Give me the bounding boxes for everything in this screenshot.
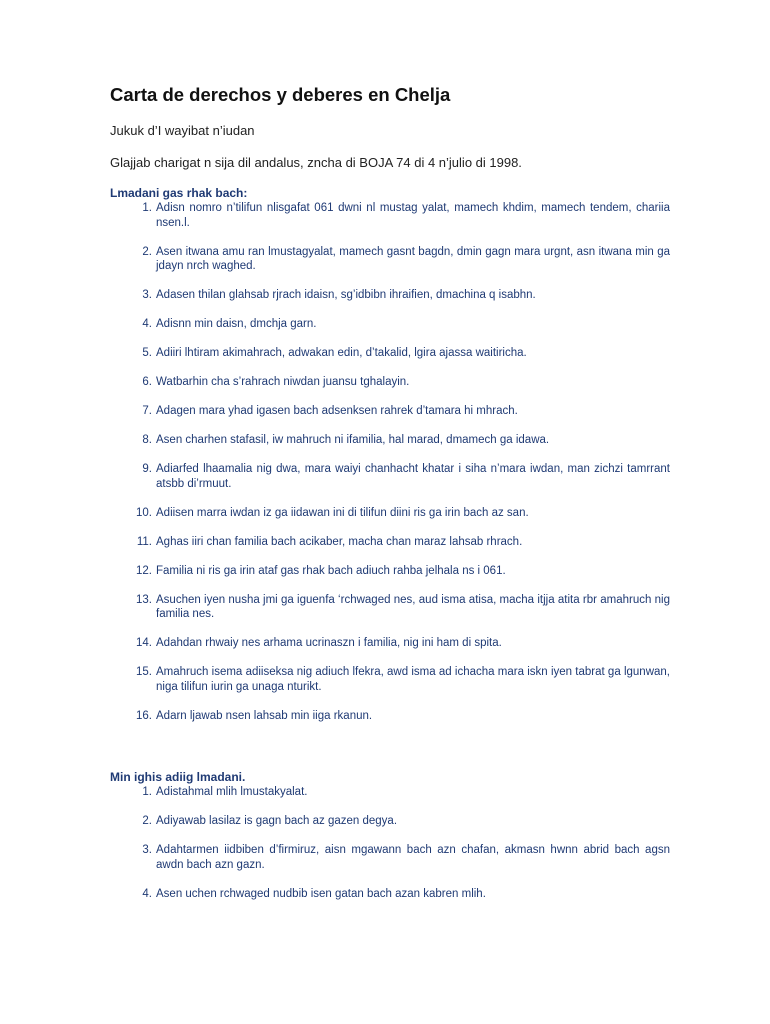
list-item-text: Asuchen iyen nusha jmi ga iguenfa ‘rchwaged nes, aud isma atisa, macha itjja atita rbr amahruch nig familia nes. — [156, 593, 670, 620]
document-subtitle: Jukuk d’I wayibat n’iudan — [110, 123, 255, 138]
duties-list — [110, 785, 670, 901]
list-item-number: 14. — [136, 637, 152, 649]
list-item-number: 10. — [136, 506, 152, 519]
list-item-number: 9. — [142, 463, 152, 475]
list-item-text: Adarn ljawab nsen lahsab min iiga rkanun. — [156, 709, 373, 722]
rights-list-item — [110, 462, 670, 491]
duties-list-item — [110, 843, 670, 872]
rights-list-item — [110, 346, 670, 361]
list-item-number: 3. — [142, 844, 152, 856]
list-item-text: Adiiri lhtiram akimahrach, adwakan edin, d’takalid, lgira ajassa waitiricha. — [156, 347, 527, 359]
rights-list-item — [110, 375, 670, 390]
rights-list-item — [110, 288, 670, 303]
rights-list-item — [110, 245, 670, 274]
list-item-number: 3. — [142, 289, 152, 301]
rights-list — [110, 201, 670, 723]
list-item-text: Familia ni ris ga irin ataf gas rhak bach adiuch rahba jelhala ns i 061. — [156, 564, 506, 577]
list-item-text: Asen charhen stafasil, iw mahruch ni ifamilia, hal marad, dmamech ga idawa. — [156, 434, 550, 446]
rights-list-item — [110, 535, 670, 550]
list-item-number: 16. — [136, 709, 152, 722]
list-item-text: Adisnn min daisn, dmchja garn. — [156, 318, 317, 330]
list-item-text: Asen itwana amu ran lmustagyalat, mamech gasnt bagdn, dmin gagn mara urgnt, asn itwana min ga jdayn nrch waghed. — [156, 245, 670, 272]
document-title: Carta de derechos y deberes en Chelja — [110, 84, 451, 105]
list-item-text: Amahruch isema adiiseksa nig adiuch lfekra, awd isma ad ichacha mara iskn iyen tabrat ga lgunwan, niga tilifun iurin ga unaga nturikt. — [156, 666, 670, 693]
rights-list-item — [110, 317, 670, 332]
rights-list-item — [110, 709, 670, 724]
list-item-number: 15. — [136, 666, 152, 678]
duties-list-item — [110, 814, 670, 829]
list-item-text: Adagen mara yhad igasen bach adsenksen rahrek d’tamara hi mhrach. — [156, 405, 518, 417]
list-item-text: Aghas iiri chan familia bach acikaber, macha chan maraz lahsab rhrach. — [156, 535, 523, 548]
list-item-text: Adiyawab lasilaz is gagn bach az gazen degya. — [156, 815, 398, 827]
list-item-number: 1. — [142, 202, 152, 214]
list-item-text: Adahtarmen iidbiben d’firmiruz, aisn mgawann bach azn chafan, akmasn hwnn abrid bach agsn awdn bach azn gazn. — [156, 844, 670, 871]
duties-heading: Min ighis adiig lmadani. — [110, 770, 246, 784]
list-item-number: 2. — [142, 245, 152, 258]
rights-list-item — [110, 506, 670, 521]
list-item-number: 6. — [142, 376, 152, 388]
rights-list-item — [110, 593, 670, 622]
list-item-text: Adahdan rhwaiy nes arhama ucrinaszn i familia, nig ini ham di spita. — [156, 637, 502, 649]
list-item-number: 1. — [142, 786, 152, 798]
rights-list-item — [110, 636, 670, 651]
list-item-text: Adiisen marra iwdan iz ga iidawan ini di tilifun diini ris ga irin bach az san. — [156, 506, 529, 519]
duties-list-item — [110, 887, 670, 902]
list-item-number: 2. — [142, 815, 152, 827]
list-item-number: 4. — [142, 318, 152, 330]
duties-list-item — [110, 785, 670, 800]
list-item-text: Asen uchen rchwaged nudbib isen gatan bach azan kabren mlih. — [156, 887, 486, 900]
rights-list-item — [110, 564, 670, 579]
list-item-text: Watbarhin cha s’rahrach niwdan juansu tghalayin. — [156, 376, 410, 388]
rights-list-item — [110, 404, 670, 419]
list-item-text: Adiarfed lhaamalia nig dwa, mara waiyi chanhacht khatar i siha n’mara iwdan, man zichzi tamrrant atsbb di’rmuut. — [156, 463, 670, 490]
list-item-number: 4. — [142, 887, 152, 900]
rights-heading: Lmadani gas rhak bach: — [110, 186, 248, 200]
list-item-text: Adisn nomro n’tilifun nlisgafat 061 dwni nl mustag yalat, mamech khdim, mamech tendem, chariia nsen.l. — [156, 202, 670, 229]
list-item-number: 11. — [136, 535, 152, 548]
rights-list-item — [110, 433, 670, 448]
document-intro: Glajjab charigat n sija dil andalus, zncha di BOJA 74 di 4 n’julio di 1998. — [110, 155, 522, 170]
rights-list-item — [110, 665, 670, 694]
list-item-number: 13. — [136, 593, 152, 606]
list-item-number: 7. — [142, 405, 152, 417]
list-item-text: Adistahmal mlih lmustakyalat. — [156, 786, 308, 798]
list-item-number: 5. — [142, 347, 152, 359]
document-page — [110, 84, 670, 916]
list-item-number: 12. — [136, 564, 152, 577]
list-item-text: Adasen thilan glahsab rjrach idaisn, sg’idbibn ihraifien, dmachina q isabhn. — [156, 289, 536, 301]
list-item-number: 8. — [142, 434, 152, 446]
rights-list-item — [110, 201, 670, 230]
